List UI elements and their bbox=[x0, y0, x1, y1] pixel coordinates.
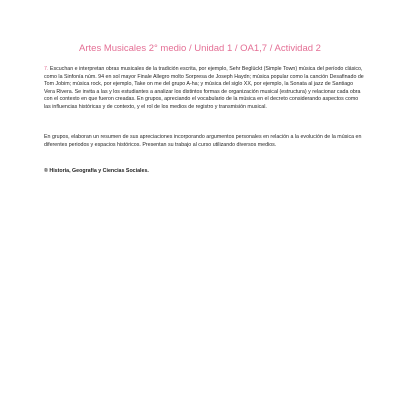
subject-connection: ® Historia, Geografía y Ciencias Sociales. bbox=[44, 168, 149, 174]
page-title: Artes Musicales 2° medio / Unidad 1 / OA1,7 / Actividad 2 bbox=[79, 43, 321, 54]
activity-paragraph bbox=[44, 66, 364, 112]
group-work-paragraph: En grupos, elaboran un resumen de sus apreciaciones incorporando argumentos personales en relación a la evolución de la música en diferentes periodos y espacios históricos. Presentan su trabajo al curso utilizando diversos medios. bbox=[44, 134, 362, 148]
paragraph-text: Escuchan e interpretan obras musicales de la tradición escrita, por ejemplo, Sehr Beglückt (Simple Town) música del período clásico, como la Sinfonía núm. 94 en sol mayor Finale Allegro molto Sorpresa de Joseph Haydn; música popular como la canción Desafinado de Tom Jobim; música rock, por ejemplo, Take on me del grupo A-ha; y música del siglo XX, por ejemplo, la Sonata al jazz de Santiago Vera Rivera. Se invita a las y los estudiantes a analizar los distintos formas de organización musical (estructura) y relacionar cada obra con el contexto en que fueron creadas. En grupos, apreciando el vocabulario de la música en el decreto considerando aspectos como las influencias históricas y de contexto, y el rol de los medios de registro y transmisión musical. bbox=[44, 66, 364, 110]
paragraph-number: 7. bbox=[44, 66, 49, 72]
